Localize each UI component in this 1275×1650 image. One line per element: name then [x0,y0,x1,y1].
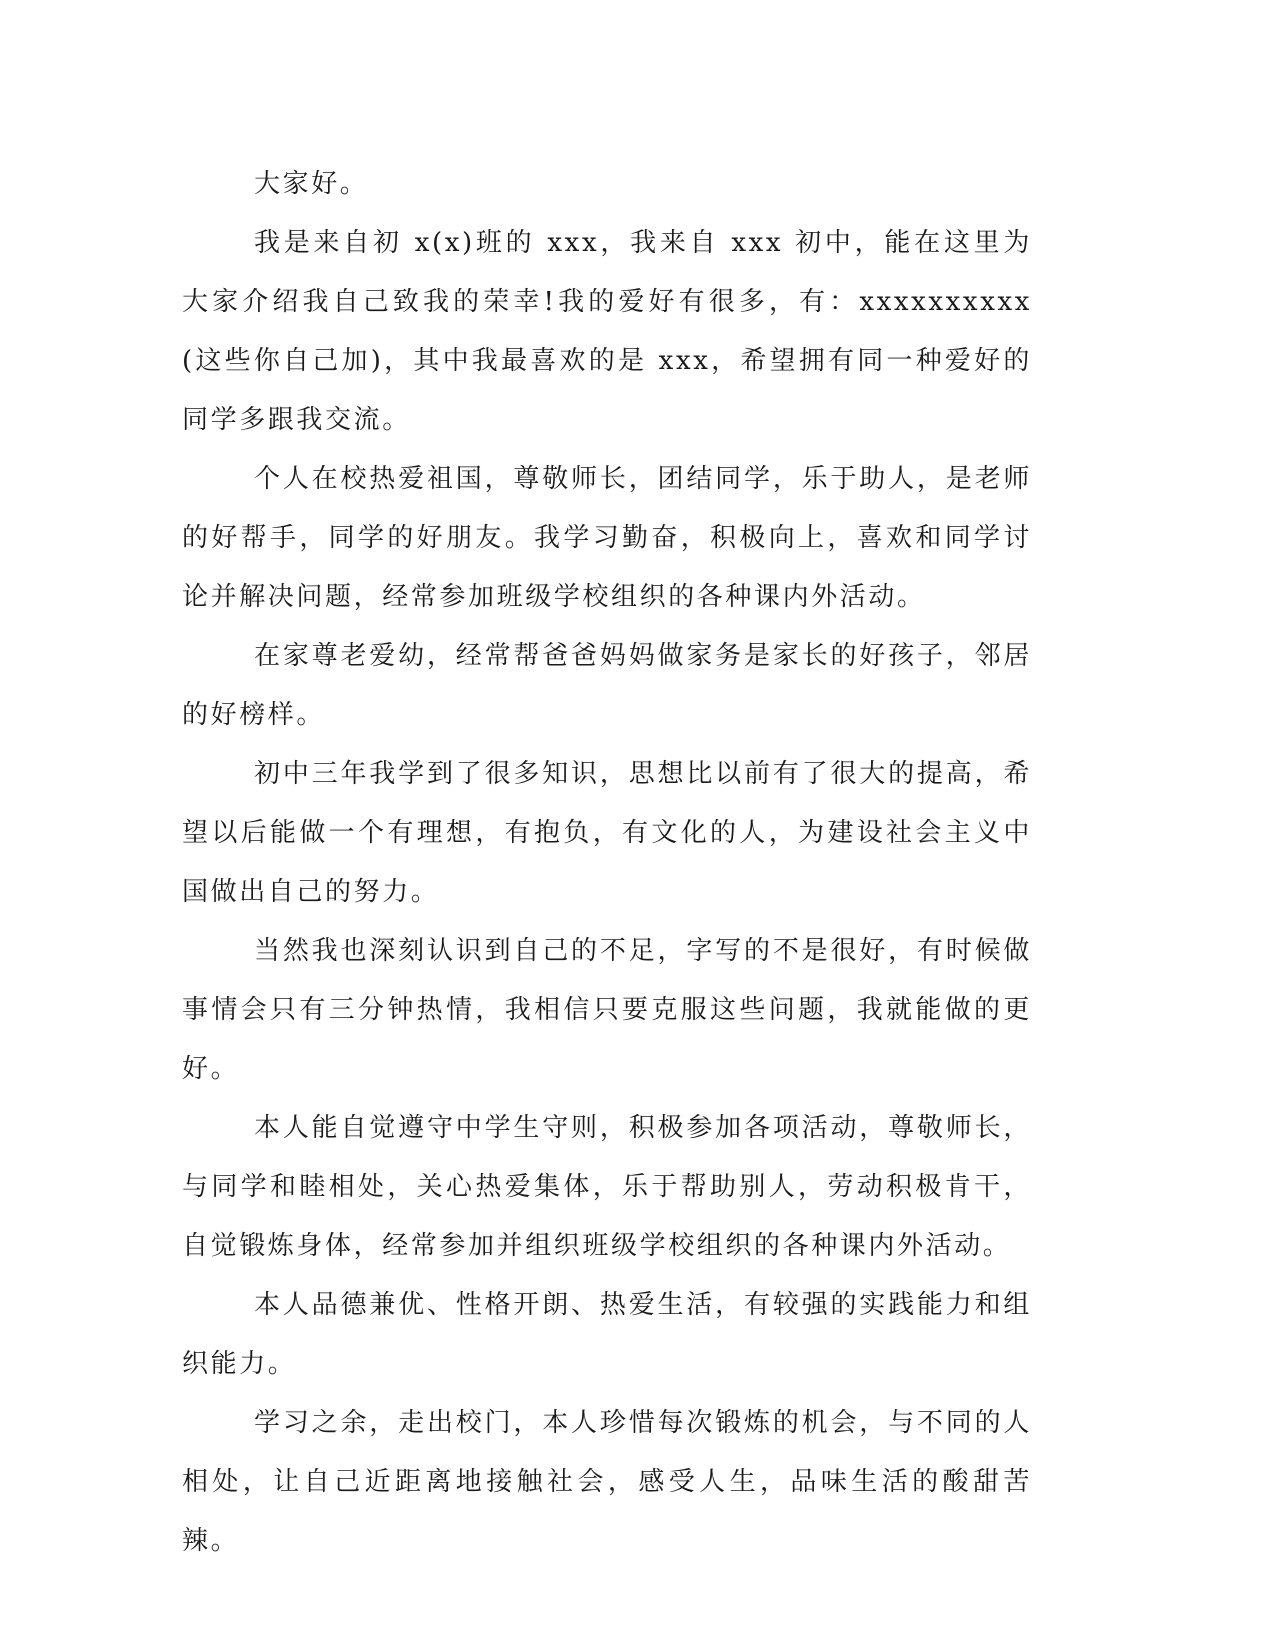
paragraph-introduction: 我是来自初 x(x)班的 xxx，我来自 xxx 初中，能在这里为大家介绍我自己致我的荣幸!我的爱好有很多，有：xxxxxxxxxx(这些你自己加)，其中我最喜欢的是 xxx，希望拥有同一种爱好的同学多跟我交流。 [182,228,1032,435]
paragraph-shortcomings: 当然我也深刻认识到自己的不足，字写的不是很好，有时候做事情会只有三分钟热情，我相信只要克服这些问题，我就能做的更好。 [182,936,1032,1084]
paragraph-social-practice: 学习之余，走出校门，本人珍惜每次锻炼的机会，与不同的人相处，让自己近距离地接触社会，感受人生，品味生活的酸甜苦辣。 [182,1408,1032,1556]
document-body [182,155,1032,1571]
paragraph-greeting: 大家好。 [254,169,369,199]
paragraph-discipline: 本人能自觉遵守中学生守则，积极参加各项活动，尊敬师长，与同学和睦相处，关心热爱集体，乐于帮助别人，劳动积极肯干，自觉锻炼身体，经常参加并组织班级学校组织的各种课内外活动。 [182,1113,1032,1261]
paragraph-home-conduct: 在家尊老爱幼，经常帮爸爸妈妈做家务是家长的好孩子，邻居的好榜样。 [182,641,1032,730]
paragraph-character: 本人品德兼优、性格开朗、热爱生活，有较强的实践能力和组织能力。 [182,1290,1032,1379]
paragraph-aspirations: 初中三年我学到了很多知识，思想比以前有了很大的提高，希望以后能做一个有理想，有抱负，有文化的人，为建设社会主义中国做出自己的努力。 [182,759,1032,907]
paragraph-school-conduct: 个人在校热爱祖国，尊敬师长，团结同学，乐于助人，是老师的好帮手，同学的好朋友。我学习勤奋，积极向上，喜欢和同学讨论并解决问题，经常参加班级学校组织的各种课内外活动。 [182,464,1032,612]
